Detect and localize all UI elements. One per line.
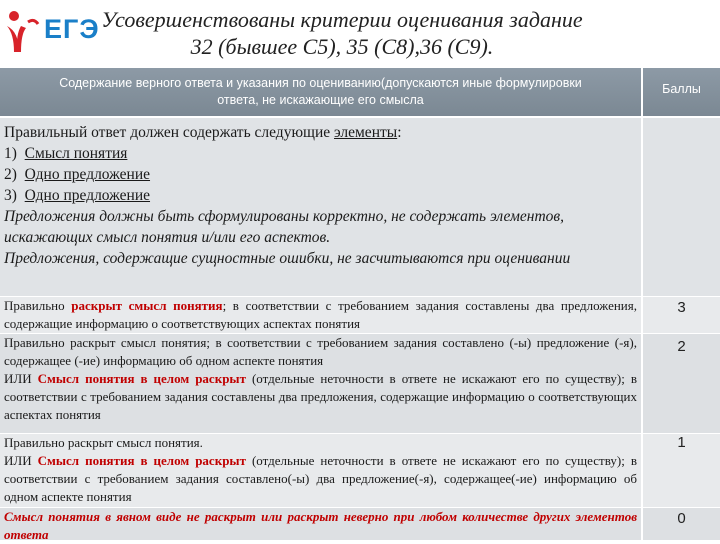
score-value-2: 2: [677, 338, 686, 355]
criterion-2-or: ИЛИ: [4, 371, 38, 386]
header-score-label: Баллы: [662, 82, 701, 96]
score-cell-0: [643, 508, 720, 540]
criterion-0-highlight: Смысл понятия в явном виде не раскрыт или раскрыт неверно при любом количестве других элементов ответа: [4, 509, 637, 542]
score-value-1: 1: [677, 434, 686, 451]
criterion-0-text: [0, 508, 641, 540]
table-row-score-1: [0, 434, 720, 507]
criteria-table: [0, 68, 720, 540]
requirements-intro: [4, 122, 637, 143]
criterion-1-text: [0, 434, 641, 507]
list-text-2: Одно предложение: [24, 166, 151, 183]
table-row-score-0: [0, 508, 720, 540]
column-divider: [641, 68, 643, 540]
list-item-2: [4, 164, 637, 185]
slide-title: [92, 6, 592, 60]
logo-text: ЕГЭ: [44, 14, 100, 44]
criterion-2-part-a: Правильно раскрыт смысл понятия; в соответствии с требованием задания составлено (-ы) предложение (-я), содержащее (-ие) информацию об одном аспекте понятия: [4, 335, 637, 368]
list-text-3: Одно предложение: [24, 187, 151, 204]
score-cell-1: [643, 434, 720, 507]
intro-elements: элементы: [334, 124, 398, 141]
list-text-1: Смысл понятия: [24, 145, 128, 162]
requirements-note-1: Предложения должны быть сформулированы корректно, не содержать элементов, искажающих смысл понятия и/или его аспектов.: [4, 208, 565, 246]
criterion-3-part-a: Правильно: [4, 298, 72, 313]
list-item-1: [4, 143, 637, 164]
criterion-1-or: ИЛИ: [4, 453, 38, 468]
header-content-cell: [0, 68, 641, 116]
criterion-3-text: [0, 297, 641, 333]
requirements-note-2: Предложения, содержащие сущностные ошибки, не засчитываются при оценивании: [4, 250, 571, 267]
criterion-1-highlight: Смысл понятия в целом раскрыт: [37, 453, 246, 468]
intro-text: Правильный ответ должен содержать следующие: [4, 124, 335, 141]
score-value-0: 0: [677, 510, 686, 527]
score-cell-3: [643, 297, 720, 333]
table-row-score-3: [0, 297, 720, 333]
requirements-score-cell: [643, 118, 720, 296]
title-line-2: 32 (бывшее С5), 35 (С8),36 (С9).: [190, 34, 494, 59]
header-score-cell: [643, 68, 720, 116]
list-number-3: 3): [4, 187, 17, 204]
ege-logo: [4, 4, 100, 64]
title-line-1: Усовершенствованы критерии оценивания задание: [101, 7, 583, 32]
criterion-1-part-a: Правильно раскрыт смысл понятия.: [4, 435, 203, 450]
criterion-2-part-c: (отдельные неточности в ответе не искажают его по существу); в соответствии с требованием задания составлены два предложения, содержащие информацию о соответствующих аспектах понятия: [4, 371, 638, 422]
criterion-2-highlight: Смысл понятия в целом раскрыт: [37, 371, 246, 386]
list-number-1: 1): [4, 145, 17, 162]
list-number-2: 2): [4, 166, 17, 183]
header-content-label: Содержание верного ответа и указания по оцениванию(допускаются иные формулировки ответа, не искажающие его смысла: [59, 76, 582, 107]
criterion-3-part-b: ; в соответствии с требованием задания составлены два предложения, содержащие информацию о соответствующих аспектах понятия: [4, 298, 637, 331]
table-row-score-2: [0, 334, 720, 433]
criterion-1-part-c: (отдельные неточности в ответе не искажают его по существу); в соответствии с требованием задания составлено(-ы) два предложение(-я), содержащее(-ие) информацию об одном аспекте понятия: [4, 453, 638, 504]
score-cell-2: [643, 334, 720, 433]
list-item-3: [4, 185, 637, 206]
criterion-2-text: [0, 334, 641, 433]
intro-colon: :: [397, 124, 402, 141]
criterion-3-highlight: раскрыт смысл понятия: [71, 298, 223, 313]
score-value-3: 3: [677, 299, 686, 316]
requirements-cell: [0, 118, 641, 296]
table-row-requirements: [0, 118, 720, 296]
